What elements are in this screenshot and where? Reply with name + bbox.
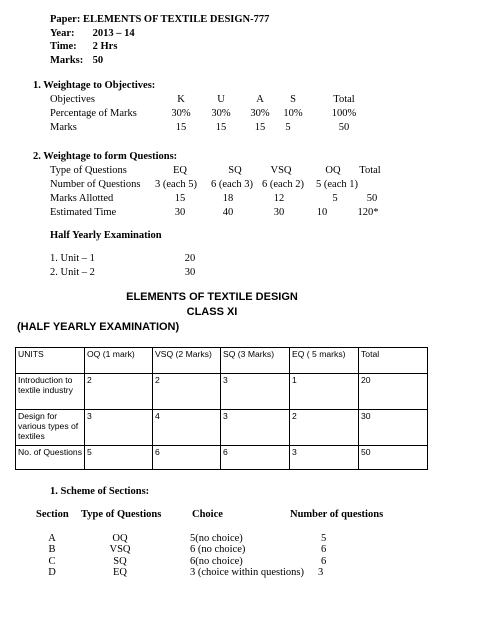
scheme-type-c: SQ bbox=[113, 556, 127, 567]
half-yearly-heading: Half Yearly Examination bbox=[50, 230, 162, 241]
table-row bbox=[16, 446, 428, 470]
scheme-col-type: Type of Questions bbox=[81, 509, 162, 520]
allotted-oq: 5 bbox=[332, 193, 338, 204]
row1-eq: 1 bbox=[290, 374, 359, 410]
unit-2-label: 2. Unit – 2 bbox=[50, 267, 95, 278]
scheme-col-section: Section bbox=[36, 509, 69, 520]
objectives-col-k: K bbox=[177, 94, 185, 105]
time-vsq: 30 bbox=[273, 207, 285, 218]
paper-label: Paper: bbox=[50, 14, 81, 25]
pct-k: 30% bbox=[171, 108, 191, 119]
scheme-section-c: C bbox=[48, 556, 56, 567]
doc-title: ELEMENTS OF TEXTILE DESIGN bbox=[126, 291, 298, 303]
header-sq: SQ (3 Marks) bbox=[221, 348, 290, 374]
scheme-number-d: 3 bbox=[318, 567, 324, 578]
marks-u: 15 bbox=[215, 122, 227, 133]
type-eq: EQ bbox=[173, 165, 187, 176]
row1-sq: 3 bbox=[221, 374, 290, 410]
allotted-sq: 18 bbox=[222, 193, 234, 204]
type-total: Total bbox=[359, 165, 381, 176]
marks-row-label: Marks bbox=[50, 122, 77, 133]
unit-1-label: 1. Unit – 1 bbox=[50, 253, 95, 264]
objectives-col-label: Objectives bbox=[50, 94, 95, 105]
scheme-number-b: 6 bbox=[321, 544, 327, 555]
row3-unit: No. of Questions bbox=[16, 446, 85, 470]
time-eq: 30 bbox=[174, 207, 186, 218]
header-total: Total bbox=[359, 348, 428, 374]
objectives-col-a: A bbox=[256, 94, 264, 105]
scheme-heading: 1. Scheme of Sections: bbox=[50, 486, 150, 497]
scheme-col-number: Number of questions bbox=[290, 509, 384, 520]
scheme-section-a: A bbox=[48, 533, 56, 544]
number-eq: 3 (each 5) bbox=[155, 179, 197, 190]
pct-s: 10% bbox=[283, 108, 303, 119]
allotted-row-label: Marks Allotted bbox=[50, 193, 114, 204]
marks-total: 50 bbox=[338, 122, 350, 133]
table-row bbox=[16, 374, 428, 410]
questions-heading: 2. Weightage to form Questions: bbox=[33, 151, 178, 162]
marks-label: Marks: bbox=[50, 55, 84, 66]
year-value: 2013 – 14 bbox=[92, 28, 135, 39]
time-oq: 10 bbox=[316, 207, 328, 218]
scheme-section-b: B bbox=[48, 544, 56, 555]
scheme-choice-a: 5(no choice) bbox=[190, 533, 243, 544]
objectives-heading: 1. Weightage to Objectives: bbox=[33, 80, 156, 91]
units-table bbox=[15, 347, 428, 470]
time-total: 120* bbox=[357, 207, 379, 218]
scheme-number-a: 5 bbox=[321, 533, 327, 544]
row3-eq: 3 bbox=[290, 446, 359, 470]
class-title: CLASS XI bbox=[186, 306, 238, 318]
row1-oq: 2 bbox=[85, 374, 153, 410]
time-row-label: Estimated Time bbox=[50, 207, 117, 218]
header-units: UNITS bbox=[16, 348, 85, 374]
allotted-eq: 15 bbox=[174, 193, 186, 204]
row3-oq: 5 bbox=[85, 446, 153, 470]
type-row-label: Type of Questions bbox=[50, 165, 127, 176]
marks-s: 5 bbox=[285, 122, 291, 133]
marks-value: 50 bbox=[92, 55, 104, 66]
objectives-col-s: S bbox=[290, 94, 296, 105]
scheme-choice-c: 6(no choice) bbox=[190, 556, 243, 567]
scheme-choice-d: 3 (choice within questions) bbox=[190, 567, 305, 578]
row2-eq: 2 bbox=[290, 410, 359, 446]
pct-total: 100% bbox=[331, 108, 357, 119]
type-sq: SQ bbox=[228, 165, 242, 176]
row3-total: 50 bbox=[359, 446, 428, 470]
paper-line bbox=[50, 14, 269, 25]
marks-a: 15 bbox=[254, 122, 266, 133]
exam-subtitle: (HALF YEARLY EXAMINATION) bbox=[17, 321, 180, 333]
number-vsq: 6 (each 2) bbox=[262, 179, 304, 190]
type-vsq: VSQ bbox=[270, 165, 292, 176]
table-row bbox=[16, 410, 428, 446]
time-sq: 40 bbox=[222, 207, 234, 218]
pct-u: 30% bbox=[211, 108, 231, 119]
year-label: Year: bbox=[50, 28, 75, 39]
units-table-header bbox=[16, 348, 428, 374]
scheme-col-choice: Choice bbox=[192, 509, 223, 520]
time-line bbox=[50, 41, 117, 52]
scheme-type-a: OQ bbox=[112, 533, 128, 544]
unit-1-marks: 20 bbox=[184, 253, 196, 264]
row1-vsq: 2 bbox=[153, 374, 221, 410]
paper-value: ELEMENTS OF TEXTILE DESIGN-777 bbox=[82, 14, 270, 25]
number-oq: 5 (each 1) bbox=[316, 179, 358, 190]
marks-k: 15 bbox=[175, 122, 187, 133]
scheme-section-d: D bbox=[48, 567, 56, 578]
header-oq: OQ (1 mark) bbox=[85, 348, 153, 374]
number-row-label: Number of Questions bbox=[50, 179, 141, 190]
time-label: Time: bbox=[50, 41, 77, 52]
allotted-total: 50 bbox=[366, 193, 378, 204]
row1-total: 20 bbox=[359, 374, 428, 410]
scheme-number-c: 6 bbox=[321, 556, 327, 567]
row2-total: 30 bbox=[359, 410, 428, 446]
row2-vsq: 4 bbox=[153, 410, 221, 446]
allotted-vsq: 12 bbox=[273, 193, 285, 204]
unit-2-marks: 30 bbox=[184, 267, 196, 278]
objectives-col-u: U bbox=[217, 94, 225, 105]
number-sq: 6 (each 3) bbox=[211, 179, 253, 190]
row2-oq: 3 bbox=[85, 410, 153, 446]
objectives-col-total: Total bbox=[333, 94, 355, 105]
row3-sq: 6 bbox=[221, 446, 290, 470]
header-eq: EQ ( 5 marks) bbox=[290, 348, 359, 374]
row1-unit: Introduction to textile industry bbox=[16, 374, 85, 410]
scheme-choice-b: 6 (no choice) bbox=[190, 544, 246, 555]
row2-sq: 3 bbox=[221, 410, 290, 446]
year-line bbox=[50, 28, 135, 39]
time-value: 2 Hrs bbox=[92, 41, 118, 52]
pct-row-label: Percentage of Marks bbox=[50, 108, 137, 119]
scheme-type-b: VSQ bbox=[109, 544, 131, 555]
pct-a: 30% bbox=[250, 108, 270, 119]
header-vsq: VSQ (2 Marks) bbox=[153, 348, 221, 374]
scheme-type-d: EQ bbox=[113, 567, 127, 578]
marks-line bbox=[50, 55, 103, 66]
row2-unit: Design for various types of textiles bbox=[16, 410, 85, 446]
row3-vsq: 6 bbox=[153, 446, 221, 470]
type-oq: OQ bbox=[325, 165, 341, 176]
